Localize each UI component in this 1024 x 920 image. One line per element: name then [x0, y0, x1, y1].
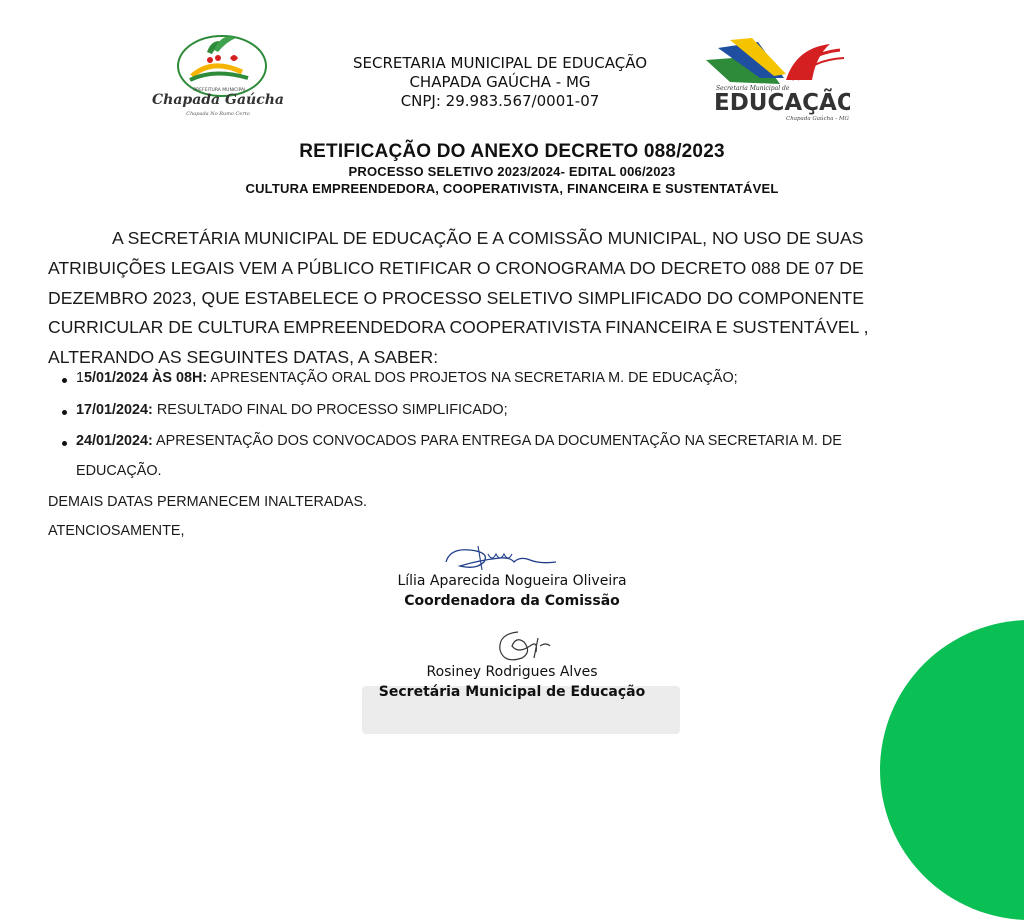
- header-line-2: CHAPADA GAÚCHA - MG: [409, 73, 591, 91]
- signatory-1-name: Lília Aparecida Nogueira Oliveira: [397, 573, 627, 589]
- closing-note: DEMAIS DATAS PERMANECEM INALTERADAS.: [48, 494, 368, 510]
- paragraph-line-3: DEZEMBRO 2023, QUE ESTABELECE O PROCESSO SELETIVO SIMPLIFICADO DO COMPONENTE: [48, 287, 865, 308]
- item-text: APRESENTAÇÃO ORAL DOS PROJETOS NA SECRETARIA M. DE EDUCAÇÃO;: [207, 370, 738, 386]
- decorative-green-circle: [880, 620, 1024, 920]
- document-subtitle-1: PROCESSO SELETIVO 2023/2024- EDITAL 006/2023: [348, 164, 676, 179]
- item-prefix: 1: [76, 370, 85, 386]
- item-text: RESULTADO FINAL DO PROCESSO SIMPLIFICADO;: [152, 402, 508, 418]
- closing-salutation: ATENCIOSAMENTE,: [48, 523, 185, 539]
- signatory-2-name: Rosiney Rodrigues Alves: [426, 664, 598, 680]
- signatory-1-role: Coordenadora da Comissão: [404, 593, 620, 609]
- paragraph-line-2: ATRIBUIÇÕES LEGAIS VEM A PÚBLICO RETIFICAR O CRONOGRAMA DO DECRETO 088 DE 07 DE: [48, 257, 864, 278]
- svg-text:Chapada Gaúcha: Chapada Gaúcha: [152, 92, 284, 108]
- header-line-1: SECRETARIA MUNICIPAL DE EDUCAÇÃO: [353, 54, 647, 72]
- header-block: [300, 54, 700, 111]
- educacao-logo-graphic: [700, 38, 850, 124]
- document-title: RETIFICAÇÃO DO ANEXO DECRETO 088/2023: [299, 141, 725, 162]
- document-subtitle-2: CULTURA EMPREENDEDORA, COOPERATIVISTA, FINANCEIRA E SUSTENTATÁVEL: [245, 181, 779, 196]
- list-item: [60, 370, 738, 386]
- prefeitura-logo: [152, 28, 286, 120]
- prefeitura-logo-graphic: [152, 28, 286, 120]
- item-date: 5/01/2024 ÀS 08H:: [84, 370, 208, 386]
- body-paragraph: [48, 224, 978, 373]
- signature-2-scribble: [488, 624, 558, 668]
- svg-text:Chapada Gaúcha - MG: Chapada Gaúcha - MG: [786, 116, 849, 122]
- educacao-logo: [700, 38, 850, 124]
- item-date: 24/01/2024:: [76, 433, 153, 449]
- svg-text:PREFEITURA MUNICIPAL: PREFEITURA MUNICIPAL: [193, 88, 247, 93]
- handwritten-signature-icon: [488, 624, 558, 668]
- svg-text:Secretaria Municipal de: Secretaria Municipal de: [716, 85, 790, 92]
- svg-text:Chapada No Rumo Certo: Chapada No Rumo Certo: [186, 111, 250, 117]
- paragraph-line-1: A SECRETÁRIA MUNICIPAL DE EDUCAÇÃO E A COMISSÃO MUNICIPAL, NO USO DE SUAS: [112, 228, 864, 248]
- list-item: [60, 433, 842, 449]
- svg-text:EDUCAÇÃO: EDUCAÇÃO: [714, 90, 850, 116]
- list-item-continuation: EDUCAÇÃO.: [76, 463, 162, 479]
- header-line-3: CNPJ: 29.983.567/0001-07: [400, 92, 600, 110]
- signatory-2-role: Secretária Municipal de Educação: [378, 684, 646, 700]
- paragraph-line-4: CURRICULAR DE CULTURA EMPREENDEDORA COOPERATIVISTA FINANCEIRA E SUSTENTÁVEL ,: [48, 317, 869, 338]
- list-item: [60, 402, 508, 418]
- paragraph-line-5: ALTERANDO AS SEGUINTES DATAS, A SABER:: [48, 347, 439, 368]
- item-text: APRESENTAÇÃO DOS CONVOCADOS PARA ENTREGA DA DOCUMENTAÇÃO NA SECRETARIA M. DE: [152, 433, 842, 449]
- item-date: 17/01/2024:: [76, 402, 153, 418]
